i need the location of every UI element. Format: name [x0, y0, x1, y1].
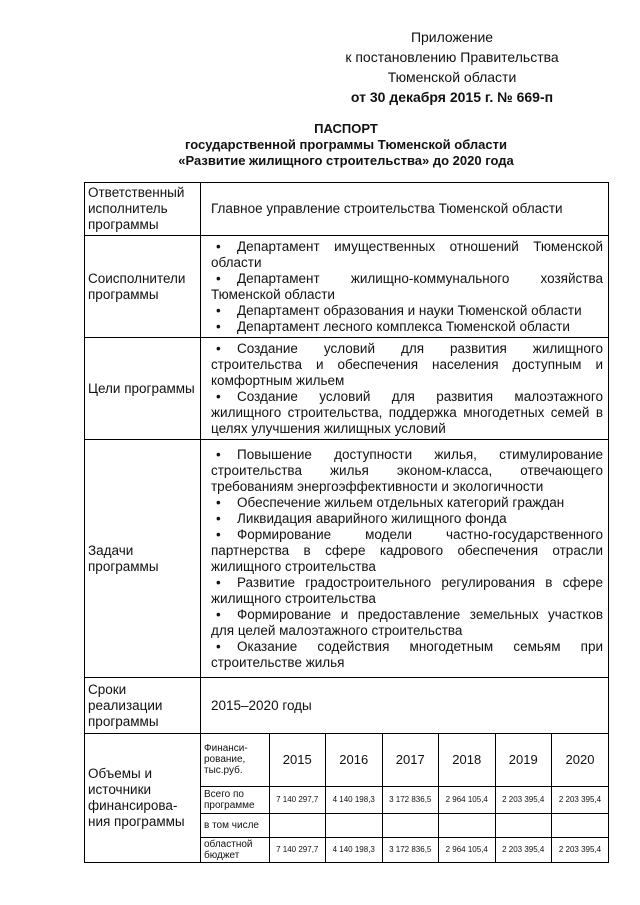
bullet-icon: • [216, 494, 221, 510]
value-cell [552, 813, 609, 837]
row-label: Задачи программы [85, 440, 201, 678]
row-label: Объемы и источники финансирова-ния программы [85, 734, 201, 863]
row-value: 2015–2020 годы [201, 678, 609, 734]
list-item: • Развитие градостроительного регулирования в сфере жилищного строительства [211, 574, 603, 606]
appendix-line: Тюменской области [387, 69, 517, 85]
row-goals [85, 338, 609, 440]
value-cell: 4 140 198,3 [326, 786, 383, 813]
appendix-line: к постановлению Правительства [345, 49, 559, 65]
list-item: • Повышение доступности жилья, стимулирование строительства жилья эконом-класса, отвечающего требованиям энергоэффективности и экологичности [211, 446, 603, 494]
title-line-1: ПАСПОРТ [314, 121, 378, 136]
row-label: Сроки реализации программы [85, 678, 201, 734]
financing-table [201, 734, 608, 862]
list-item: • Создание условий для развития малоэтажного жилищного строительства, поддержка многодетных семей в целях улучшения жилищных условий [211, 388, 603, 436]
row-value: Главное управление строительства Тюменской области [201, 183, 609, 236]
row-financing [85, 734, 609, 863]
title-line-2: государственной программы Тюменской области [185, 137, 507, 152]
coexecutors-list [211, 239, 603, 335]
title-line-3: «Развитие жилищного строительства» до 2020 года [178, 153, 514, 168]
list-item: • Ликвидация аварийного жилищного фонда [211, 511, 603, 527]
financing-row-label: Всего по программе [201, 786, 269, 813]
value-cell: 4 140 198,3 [326, 837, 383, 862]
financing-header-label: Финанси-рование, тыс.руб. [201, 734, 269, 786]
list-item: • Департамент лесного комплекса Тюменской области [211, 319, 603, 335]
row-label: Ответственный исполнитель программы [85, 183, 201, 236]
list-item: • Департамент имущественных отношений Тюменской области [211, 238, 603, 270]
list-item: • Формирование модели частно-государственного партнерства в сфере кадрового обеспечения отрасли жилищного строительства [211, 526, 603, 574]
document-title [150, 121, 542, 169]
bullet-icon: • [216, 446, 221, 462]
financing-row-label: в том числе [201, 813, 269, 837]
year-cell: 2018 [439, 734, 496, 786]
value-cell: 2 203 395,4 [495, 786, 552, 813]
row-tasks [85, 440, 609, 678]
list-item: • Департамент жилищно-коммунального хозяйства Тюменской области [211, 270, 603, 302]
table-row [201, 837, 608, 862]
table-row [201, 786, 608, 813]
bullet-icon: • [216, 340, 221, 356]
year-cell: 2017 [382, 734, 439, 786]
bullet-icon: • [216, 238, 221, 254]
row-responsible [85, 183, 609, 236]
row-terms [85, 678, 609, 734]
value-cell [495, 813, 552, 837]
financing-row-label: областной бюджет [201, 837, 269, 862]
value-cell: 2 203 395,4 [552, 786, 609, 813]
value-cell: 7 140 297,7 [269, 837, 326, 862]
bullet-icon: • [216, 526, 221, 542]
bullet-icon: • [216, 318, 221, 334]
bullet-icon: • [216, 606, 221, 622]
year-cell: 2019 [495, 734, 552, 786]
year-cell: 2016 [326, 734, 383, 786]
value-cell [439, 813, 496, 837]
row-coexecutors [85, 236, 609, 338]
list-item: • Обеспечение жильем отдельных категорий граждан [211, 495, 603, 511]
value-cell: 7 140 297,7 [269, 786, 326, 813]
year-cell: 2020 [552, 734, 609, 786]
goals-list [211, 341, 603, 437]
appendix-line: Приложение [410, 29, 494, 45]
appendix-header [322, 27, 582, 107]
bullet-icon: • [216, 574, 221, 590]
list-item: • Департамент образования и науки Тюменской области [211, 303, 603, 319]
row-label: Цели программы [85, 338, 201, 440]
value-cell [269, 813, 326, 837]
value-cell: 2 203 395,4 [495, 837, 552, 862]
value-cell: 2 964 105,4 [439, 837, 496, 862]
row-label: Соисполнители программы [85, 236, 201, 338]
value-cell [326, 813, 383, 837]
list-item: • Создание условий для развития жилищного строительства и обеспечения населения доступным и комфортным жильем [211, 340, 603, 388]
value-cell: 2 964 105,4 [439, 786, 496, 813]
value-cell: 3 172 836,5 [382, 786, 439, 813]
list-item: • Оказание содействия многодетным семьям при строительстве жилья [211, 638, 603, 670]
bullet-icon: • [216, 388, 221, 404]
tasks-list [211, 447, 603, 671]
year-cell: 2015 [269, 734, 326, 786]
value-cell [382, 813, 439, 837]
passport-table [84, 182, 609, 863]
bullet-icon: • [216, 302, 221, 318]
list-item: • Формирование и предоставление земельных участков для целей малоэтажного строительства [211, 606, 603, 638]
value-cell: 3 172 836,5 [382, 837, 439, 862]
table-row [201, 813, 608, 837]
bullet-icon: • [216, 638, 221, 654]
financing-header-row [201, 734, 608, 786]
bullet-icon: • [216, 270, 221, 286]
bullet-icon: • [216, 510, 221, 526]
value-cell: 2 203 395,4 [552, 837, 609, 862]
decree-date: от 30 декабря 2015 г. № 669-п [350, 89, 554, 105]
